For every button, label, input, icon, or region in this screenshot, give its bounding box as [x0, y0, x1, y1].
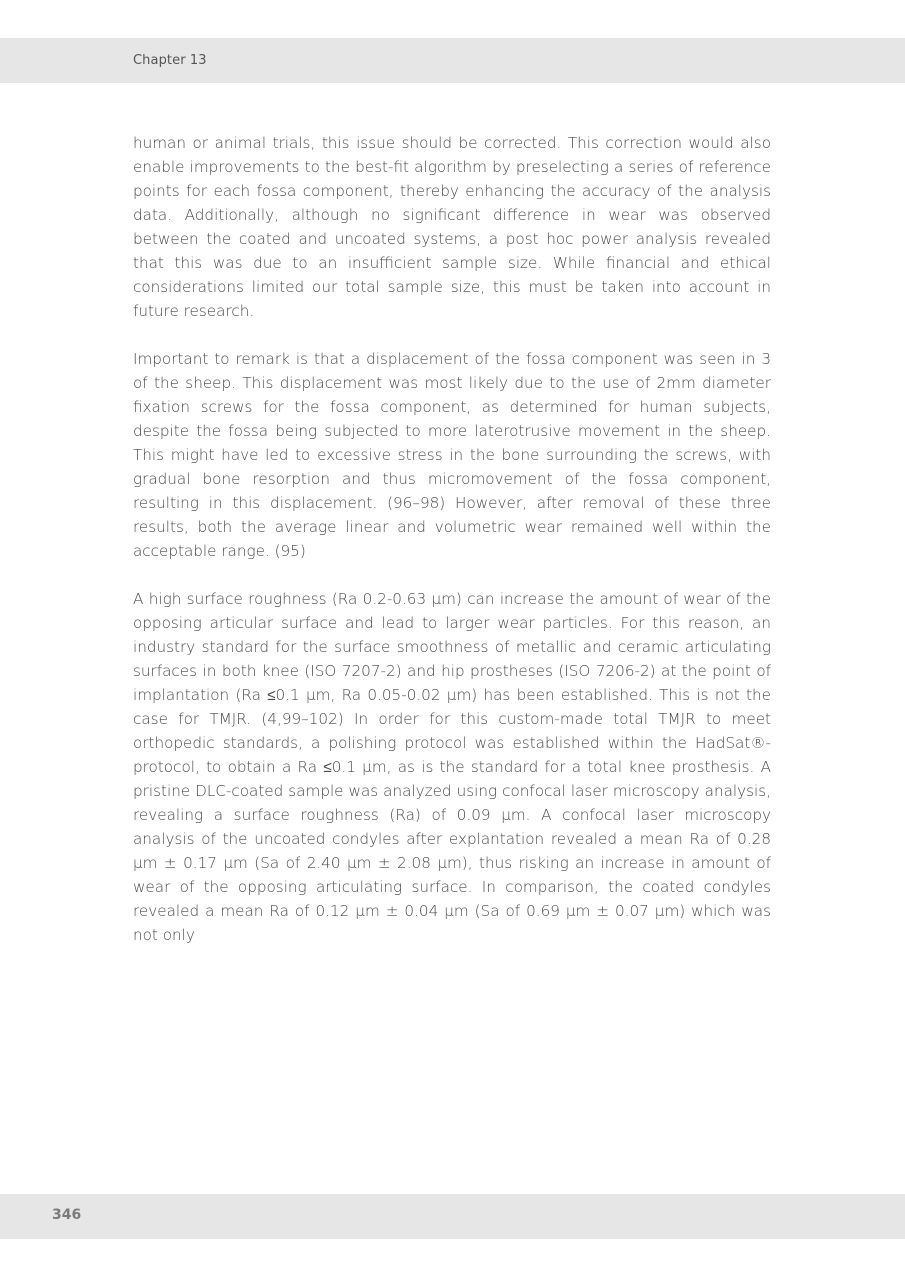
running-footer: [0, 1194, 905, 1239]
running-header: [0, 38, 905, 83]
paragraph-2: Important to remark is that a displacement of the fossa component was seen in 3 of the sheep. This displacement was most likely due to the use of 2mm diameter fixation screws for the fossa component, as determined for human subjects, despite the fossa being subjected to more laterotrusive movement in the sheep. This might have led to excessive stress in the bone surrounding the screws, with gradual bone resorption and thus micromovement of the fossa component, resulting in this displacement. (96–98) However, after removal of these three results, both the average linear and volumetric wear remained well within the acceptable range. (95): [133, 350, 771, 560]
chapter-label: Chapter 13: [133, 53, 207, 68]
body-text: [133, 131, 771, 971]
paragraph-3: A high surface roughness (Ra 0.2-0.63 µm) can increase the amount of wear of the opposing articular surface and lead to larger wear particles. For this reason, an industry standard for the surface smoothness of metallic and ceramic articulating surfaces in both knee (ISO 7207-2) and hip prostheses (ISO 7206-2) at the point of implantation (Ra ≤0.1 µm, Ra 0.05-0.02 µm) has been established. This is not the case for TMJR. (4,99–102) In order for this custom-made total TMJR to meet orthopedic standards, a polishing protocol was established within the HadSat®-protocol, to obtain a Ra ≤0.1 µm, as is the standard for a total knee prosthesis. A pristine DLC-coated sample was analyzed using confocal laser microscopy analysis, revealing a surface roughness (Ra) of 0.09 µm. A confocal laser microscopy analysis of the uncoated condyles after explantation revealed a mean Ra of 0.28 µm ± 0.17 µm (Sa of 2.40 µm ± 2.08 µm), thus risking an increase in amount of wear of the opposing articulating surface. In comparison, the coated condyles revealed a mean Ra of 0.12 µm ± 0.04 µm (Sa of 0.69 µm ± 0.07 µm) which was not only: [133, 590, 771, 944]
page-number: 346: [52, 1207, 82, 1223]
paragraph-1: human or animal trials, this issue should be corrected. This correction would also enable improvements to the best-fit algorithm by preselecting a series of reference points for each fossa component, thereby enhancing the accuracy of the analysis data. Additionally, although no significant difference in wear was observed between the coated and uncoated systems, a post hoc power analysis revealed that this was due to an insufficient sample size. While financial and ethical considerations limited our total sample size, this must be taken into account in future research.: [133, 134, 771, 320]
